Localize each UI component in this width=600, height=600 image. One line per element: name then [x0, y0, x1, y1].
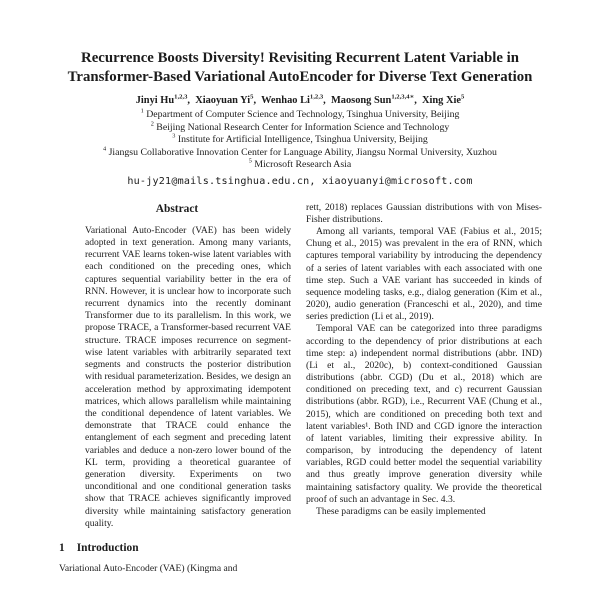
affiliation-line	[0, 147, 600, 159]
body-paragraph: These paradigms can be easily implemented	[316, 505, 486, 517]
author-name: Jinyi Hu	[135, 95, 175, 107]
author-name: Wenhao Li	[261, 95, 310, 107]
affiliation-superscript: 2	[150, 120, 154, 128]
affiliation-line	[0, 109, 600, 121]
two-column-body	[0, 187, 600, 576]
affiliation-superscript: 3	[172, 133, 176, 141]
right-column	[306, 202, 542, 576]
affiliation-line	[0, 134, 600, 146]
section-number: 1	[59, 542, 65, 555]
affiliation-text: Institute for Artificial Intelligence, Tsinghua University, Beijing	[175, 134, 428, 146]
title-line: Transformer-Based Variational AutoEncoder for Diverse Text Generation	[67, 69, 533, 86]
author	[136, 95, 195, 106]
author-separator: ,	[414, 95, 422, 107]
affiliation-line	[0, 122, 600, 134]
title-line: Recurrence Boosts Diversity! Revisiting Recurrent Latent Variable in	[81, 50, 519, 66]
affiliation-text: Beijing National Research Center for Information Science and Technology	[153, 121, 450, 133]
author-separator: ,	[187, 95, 196, 107]
author-name: Xing Xie	[421, 95, 461, 107]
body-paragraph: Temporal VAE can be categorized into three paradigms according to the dependency of prior distributions at each time step: a) independent normal distributions (abbr. IND) (Li et al., 2020c), b) context-conditioned Gaussian distributions (abbr. CGD) (Du et al., 2018) which are conditioned on preceding text, and c) recurrent Gaussian distributions (abbr. RGD), i.e., Recurrent VAE (Chung et al., 2015), which are conditioned on preceding both text and latent variables¹. Both IND and CGD ignore the interaction of latent variables, limiting their expressive ability. In comparison, by introducing the dependency of latent variables, RGD could better model the sequential variability and thus greatly improve generation diversity while maintaining satisfactory quality. We provide the theoretical proof of such an advantage in Sec. 4.3.	[306, 323, 542, 505]
affiliation-superscript: 5	[248, 157, 252, 165]
email-line: hu-jy21@mails.tsinghua.edu.cn, xiaoyuanyi@microsoft.com	[127, 175, 473, 187]
affiliation-superscript: 1	[140, 108, 144, 116]
author	[331, 95, 422, 106]
affiliation-text: Microsoft Research Asia	[251, 159, 352, 171]
author-superscript: 1,2,3	[174, 94, 188, 101]
section-title: Introduction	[76, 542, 139, 555]
author-separator: ,	[323, 95, 331, 107]
author-list	[0, 95, 600, 106]
section-heading-introduction	[59, 542, 295, 554]
left-column	[59, 202, 295, 576]
intro-first-paragraph: Variational Auto-Encoder (VAE) (Kingma and	[59, 563, 238, 575]
affiliation-superscript: 4	[103, 145, 107, 153]
author-superscript: 5	[250, 94, 254, 101]
affiliation-text: Department of Computer Science and Technology, Tsinghua University, Beijing	[143, 109, 460, 121]
affiliation-line	[0, 159, 600, 171]
abstract-text: Variational Auto-Encoder (VAE) has been widely adopted in text generation. Among many variants, recurrent VAE learns token-wise latent variables with each conditioned on the preceding ones, which captures sequential variability better in the era of RNN. However, it is unclear how to incorporate such recurrent dynamics into the recently dominant Transformer due to its parallelism. In this work, we propose TRACE, a Transformer-based recurrent VAE structure. TRACE imposes recurrence on segment-wise latent variables with arbitrarily separated text segments and constructs the posterior distribution with residual parameterization. Besides, we design an acceleration method by approximating idempotent matrices, which allows parallelism while maintaining the conditional dependence of latent variables. We demonstrate that TRACE could enhance the entanglement of each segment and preceding latent variables and deduce a non-zero lower bound of the KL term, providing a theoretical guarantee of generation diversity. Experiments on two unconditional and one conditional generation tasks show that TRACE achieves significantly improved diversity while maintaining satisfactory generation quality.	[85, 224, 291, 529]
author-name: Maosong Sun	[330, 95, 392, 107]
author-superscript: 1,2,3	[309, 94, 324, 101]
author-superscript: 1,2,3,4∗	[391, 94, 415, 101]
affiliation-text: Jiangsu Collaborative Innovation Center for Language Ability, Jiangsu Normal University, Xuzhou	[106, 146, 497, 158]
body-paragraph: Among all variants, temporal VAE (Fabius et al., 2015; Chung et al., 2015) was prevalent in the era of RNN, which captures temporal variability by introducing the dependency of a series of latent variables with each associated with one time step. Such a VAE variant has succeeded in kinds of sequence modeling tasks, e.g., dialog generation (Kim et al., 2020), audio generation (Franceschi et al., 2020), and time series prediction (Li et al., 2019).	[306, 226, 542, 323]
author	[195, 95, 261, 106]
paper-title	[0, 0, 600, 87]
author-separator: ,	[253, 95, 262, 107]
affiliation-list	[0, 109, 600, 171]
author-name: Xiaoyuan Yi	[195, 95, 251, 107]
author	[422, 95, 464, 106]
abstract-heading: Abstract	[155, 202, 199, 215]
author	[261, 95, 331, 106]
author-superscript: 5	[460, 94, 465, 101]
body-paragraph: rett, 2018) replaces Gaussian distributions with von Mises-Fisher distributions.	[306, 201, 542, 225]
